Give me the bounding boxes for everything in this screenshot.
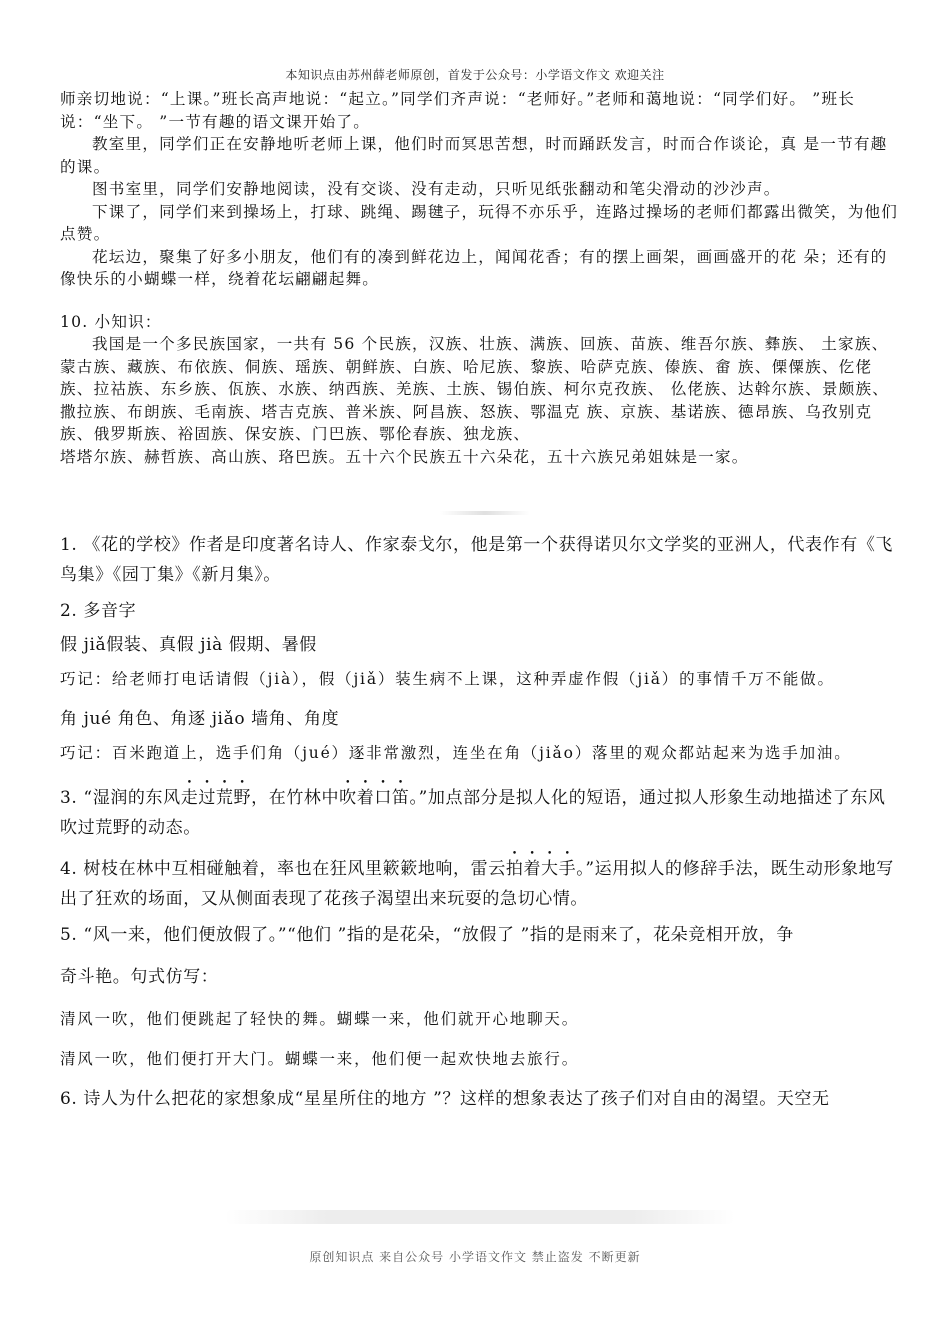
- item-10-title: 10. 小知识：: [60, 312, 162, 331]
- section-flower-school-notes: [60, 530, 900, 1114]
- note-4-rhetoric: 4. 树枝在林中互相碰触着，率也在狂风里簌簌地响，雷云拍着大手。”运用拟人的修辞手法，既生动形象地写出了狂欢的场面，又从侧面表现了花孩子渴望出来玩耍的急切心情。: [60, 859, 894, 909]
- page-header: 本知识点由苏州薛老师原创，首发于公众号：小学语文作文 欢迎关注: [285, 68, 665, 82]
- page-footer: 原创知识点 来自公众号 小学语文作文 禁止盗发 不断更新: [309, 1250, 641, 1264]
- note-3-personification: 3. “湿润的东风走过荒野，在竹林中吹着口笛。”加点部分是拟人化的短语，通过拟人形象生动地描述了东风吹过荒野的动态。: [60, 788, 886, 838]
- polyphone-jia: 假 jiǎ假装、真假 jià 假期、暑假: [60, 635, 317, 655]
- item-10-ending: 塔塔尔族、赫哲族、高山族、珞巴族。五十六个民族五十六朵花，五十六族兄弟姐妹是一家。: [60, 447, 749, 466]
- imitation-sentence-2: 清风一吹，他们便打开大门。蝴蝶一来，他们便一起欢快地去旅行。: [60, 1050, 580, 1068]
- section-composition-and-ethnic-groups: [60, 88, 900, 468]
- memory-tip-jia: 巧记：给老师打电话请假（jià），假（jiǎ）装生病不上课，这种弄虚作假（jiǎ）的事情千万不能做。: [60, 670, 835, 688]
- paragraph-class-start: 师亲切地说：“上课。”班长高声地说：“起立。”同学们齐声说：“老师好。”老师和蔼地说：“同学们好。 ”班长说：“坐下。 ”一节有趣的语文课开始了。: [60, 90, 856, 131]
- note-5-line-a: 5. “风一来，他们便放假了。”“他们 ”指的是花朵，“放假了 ”指的是雨来了，花朵竞相开放，争: [60, 925, 794, 945]
- faded-divider: [440, 511, 530, 515]
- paragraph-classroom: 教室里，同学们正在安静地听老师上课，他们时而冥思苦想，时而踊跃发言，时而合作谈论，真 是一节有趣的课。: [60, 135, 888, 176]
- item-10-ethnic-groups: 我国是一个多民族国家，一共有 56 个民族，汉族、壮族、满族、回族、苗族、维吾尔族、彝族、 土家族、蒙古族、藏族、布依族、侗族、瑶族、朝鲜族、白族、哈尼族、黎族、哈萨克族、傣族、畲 族、傈僳族、仡佬族、拉祜族、东乡族、佤族、水族、纳西族、羌族、土族、锡伯族、柯尔克孜族、 仫佬族、达斡尔族、景颇族、撒拉族、布朗族、毛南族、塔吉克族、普米族、阿昌族、怒族、鄂温克 族、京族、基诺族、德昂族、乌孜别克族、俄罗斯族、裕固族、保安族、门巴族、鄂伦春族、独龙族、: [60, 335, 890, 443]
- paragraph-playground: 下课了，同学们来到操场上，打球、跳绳、踢毽子，玩得不亦乐乎，连路过操场的老师们都露出微笑，为他们点赞。: [60, 202, 899, 243]
- dotted-phrase-blowing-flute: 吹着口笛: [339, 788, 410, 808]
- faded-footer-bar: [225, 1210, 735, 1224]
- dotted-phrase-walk-through-wilderness: 走过荒野: [180, 788, 252, 808]
- dotted-phrase-clapping-hands: 拍着大手: [505, 859, 577, 879]
- note-1-author: 1. 《花的学校》作者是印度著名诗人、作家泰戈尔，他是第一个获得诺贝尔文学奖的亚洲人，代表作有《飞鸟集》《园丁集》《新月集》。: [60, 535, 894, 585]
- paragraph-flower-bed: 花坛边，聚集了好多小朋友，他们有的凑到鲜花边上，闻闻花香；有的摆上画架，画画盛开的花 朵；还有的像快乐的小蝴蝶一样，绕着花坛翩翩起舞。: [60, 247, 888, 288]
- note-6-question: 6. 诗人为什么把花的家想象成“星星所住的地方 ”？这样的想象表达了孩子们对自由的渴望。天空无: [60, 1089, 830, 1109]
- paragraph-library: 图书室里，同学们安静地阅读，没有交谈、没有走动，只听见纸张翻动和笔尖滑动的沙沙声。: [92, 180, 781, 198]
- memory-tip-jiao: 巧记：百米跑道上，选手们角（jué）逐非常激烈，连坐在角（jiǎo）落里的观众都站起来为选手加油。: [60, 744, 852, 762]
- note-2-title: 2. 多音字: [60, 601, 137, 621]
- polyphone-jiao: 角 jué 角色、角逐 jiǎo 墙角、角度: [60, 709, 340, 729]
- note-5-line-b: 奇斗艳。句式仿写：: [60, 967, 219, 987]
- imitation-sentence-1: 清风一吹，他们便跳起了轻快的舞。蝴蝶一来，他们就开心地聊天。: [60, 1010, 580, 1028]
